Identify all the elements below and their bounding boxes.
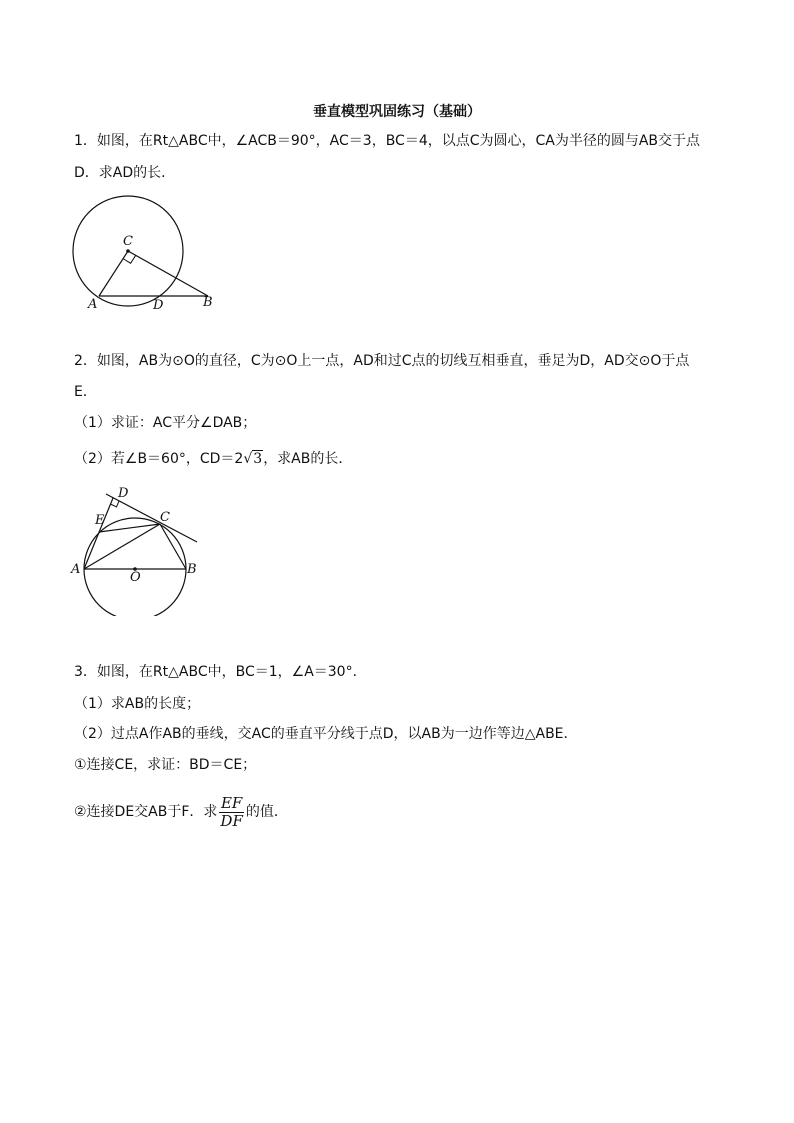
q2-segment-bc bbox=[160, 524, 186, 569]
q2-tangent-line bbox=[106, 494, 197, 542]
q2-segment-ad bbox=[84, 498, 113, 569]
q2-figure bbox=[66, 484, 206, 616]
q3-text-line1: 3．如图，在Rt△ABC中，BC＝1，∠A＝30°． bbox=[74, 664, 367, 680]
q1-center-point bbox=[126, 249, 130, 253]
q1-label-c: C bbox=[123, 234, 133, 249]
q1-segment-ca bbox=[99, 251, 128, 296]
q3-fraction bbox=[219, 795, 243, 830]
q2-part1: （1）求证：AC平分∠DAB； bbox=[74, 415, 257, 431]
q3-fraction-numerator: EF bbox=[220, 793, 243, 812]
q2-segment-ac bbox=[84, 524, 160, 569]
q2-text-line1: 2．如图，AB为⊙O的直径，C为⊙O上一点，AD和过C点的切线互相垂直，垂足为D，AD交⊙O于点 bbox=[74, 353, 690, 369]
q3-sub2-before: ②连接DE交AB于F．求 bbox=[74, 804, 218, 820]
q1-figure bbox=[66, 190, 226, 314]
q1-label-a: A bbox=[88, 297, 98, 312]
q3-fraction-denominator: DF bbox=[220, 811, 243, 830]
page-title: 垂直模型巩固练习（基础） bbox=[313, 104, 481, 120]
q3-part1: （1）求AB的长度； bbox=[74, 696, 201, 712]
q2-label-d: D bbox=[118, 486, 129, 501]
q2-part2-after: ，求AB的长． bbox=[263, 451, 353, 467]
q2-sqrt-radicand: 3 bbox=[253, 451, 263, 467]
q2-label-o: O bbox=[130, 570, 141, 585]
q1-label-d: D bbox=[153, 298, 164, 313]
q2-label-e: E bbox=[95, 513, 105, 528]
q1-text-line1: 1．如图，在Rt△ABC中，∠ACB＝90°，AC＝3，BC＝4，以点C为圆心，CA为半径的圆与AB交于点 bbox=[74, 133, 701, 149]
q3-sub2-after: 的值． bbox=[245, 804, 288, 820]
q2-sqrt: √3 bbox=[243, 451, 263, 467]
q1-label-b: B bbox=[203, 295, 213, 310]
q2-label-c: C bbox=[160, 510, 170, 525]
q2-text-line2: E． bbox=[74, 384, 97, 400]
q2-label-b: B bbox=[187, 562, 197, 577]
q3-sub2 bbox=[74, 794, 288, 830]
q2-part2-before: （2）若∠B＝60°，CD＝2 bbox=[74, 451, 244, 467]
q3-sub1: ①连接CE，求证：BD＝CE； bbox=[74, 757, 257, 773]
q3-part2: （2）过点A作AB的垂线，交AC的垂直平分线于点D，以AB为一边作等边△ABE． bbox=[74, 726, 578, 742]
q2-part2 bbox=[74, 449, 352, 469]
q2-label-a: A bbox=[71, 562, 81, 577]
q1-text-line2: D．求AD的长． bbox=[74, 165, 176, 181]
